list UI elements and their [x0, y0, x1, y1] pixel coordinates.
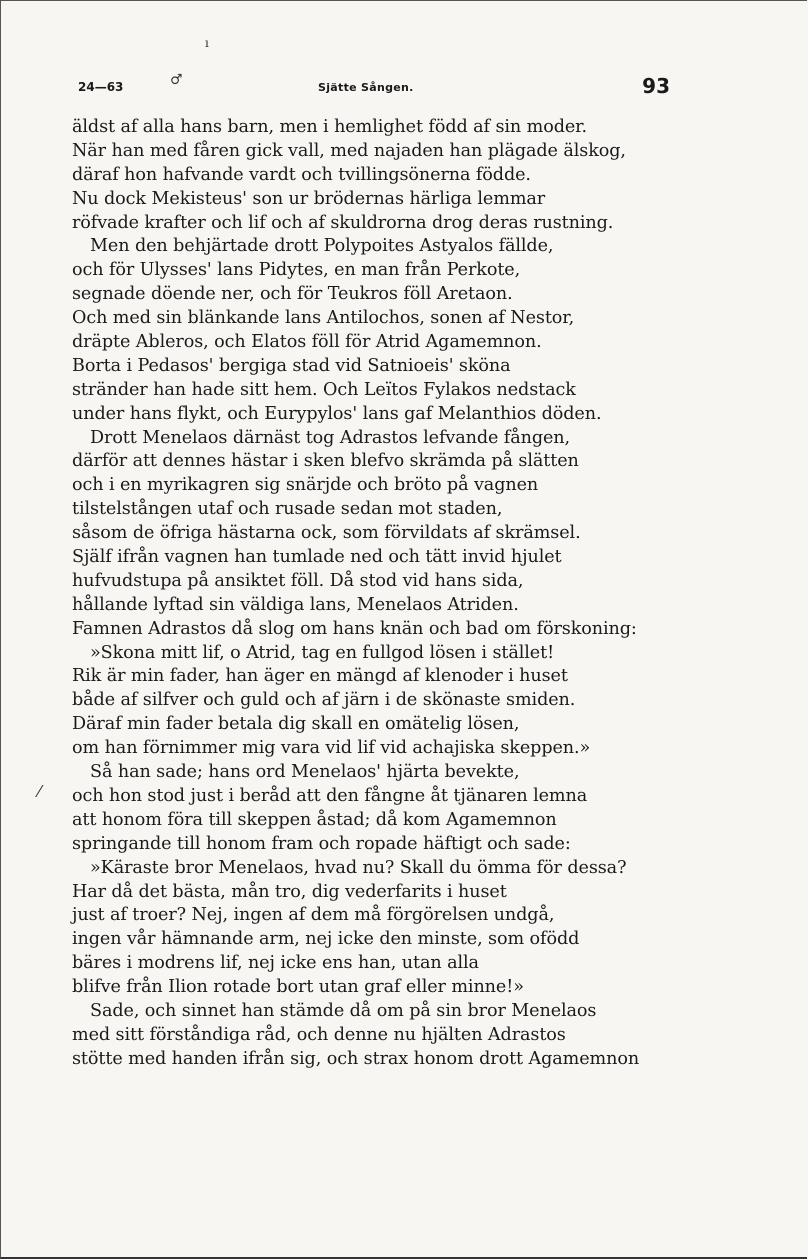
text-line: bäres i modrens lif, nej icke ens han, utan alla: [72, 953, 479, 974]
text-line: Nu dock Mekisteus' son ur brödernas härliga lemmar: [72, 188, 546, 209]
text-line: just af troer? Nej, ingen af dem må förgörelsen undgå,: [72, 905, 555, 926]
text-line: med sitt förståndiga råd, och denne nu hjälten Adrastos: [72, 1024, 566, 1045]
text-line: Borta i Pedasos' bergiga stad vid Satnioeis' sköna: [72, 355, 511, 376]
text-line: ingen vår hämnande arm, nej icke den minste, som ofödd: [72, 929, 580, 950]
text-line: röfvade krafter och lif och af skuldrorna drog deras rustning.: [72, 212, 614, 233]
signature-mark: 24—63: [78, 80, 124, 94]
text-line: Och med sin blänkande lans Antilochos, sonen af Nestor,: [72, 308, 575, 329]
text-line: såsom de öfriga hästarna ock, som förvildats af skrämsel.: [72, 523, 581, 544]
text-line: »Skona mitt lif, o Atrid, tag en fullgod lösen i stället!: [90, 642, 555, 663]
text-line: och för Ulysses' lans Pidytes, en man från Perkote,: [72, 260, 521, 281]
text-line: hållande lyftad sin väldiga lans, Menelaos Atriden.: [72, 594, 519, 615]
text-line: stränder han hade sitt hem. Och Leïtos Fylakos nedstack: [72, 379, 576, 400]
text-line: dräpte Ableros, och Elatos föll för Atrid Agamemnon.: [72, 332, 542, 353]
text-line: segnade döende ner, och för Teukros föll Aretaon.: [72, 284, 513, 305]
text-line: under hans flykt, och Eurypylos' lans gaf Melanthios döden.: [72, 403, 602, 424]
text-line: om han förnimmer mig vara vid lif vid achajiska skeppen.»: [72, 738, 591, 759]
text-line: och i en myrikagren sig snärjde och bröto på vagnen: [72, 475, 539, 496]
text-line: därför att dennes hästar i sken blefvo skrämda på slätten: [72, 451, 579, 472]
page-number: 93: [642, 74, 670, 98]
text-line: äldst af alla hans barn, men i hemlighet född af sin moder.: [72, 117, 588, 137]
text-line: Famnen Adrastos då slog om hans knän och bad om förskoning:: [72, 618, 637, 639]
text-line: Har då det bästa, mån tro, dig vederfarits i huset: [72, 881, 507, 902]
text-line: tilstelstången utaf och rusade sedan mot staden,: [72, 499, 503, 520]
text-line: Själf ifrån vagnen han tumlade ned och tätt invid hjulet: [72, 547, 562, 568]
stray-mark: ı: [205, 36, 209, 50]
text-line: Rik är min fader, han äger en mängd af klenoder i huset: [72, 666, 568, 687]
stray-mark: ♂: [170, 72, 183, 88]
text-line: »Käraste bror Menelaos, hvad nu? Skall du ömma för dessa?: [90, 857, 627, 878]
text-line: Så han sade; hans ord Menelaos' hjärta bevekte,: [90, 762, 520, 783]
running-title: Sjätte Sången.: [318, 81, 414, 94]
text-line: Sade, och sinnet han stämde då om på sin bror Menelaos: [90, 1000, 597, 1021]
text-line: stötte med handen ifrån sig, och strax honom drott Agamemnon: [72, 1048, 640, 1069]
text-line: hufvudstupa på ansiktet föll. Då stod vid hans sida,: [72, 570, 524, 591]
text-line: Däraf min fader betala dig skall en omätelig lösen,: [72, 714, 520, 735]
text-line: springande till honom fram och ropade häftigt och sade:: [72, 833, 571, 854]
text-line: blifve från Ilion rotade bort utan graf eller minne!»: [72, 977, 524, 998]
text-line: Drott Menelaos därnäst tog Adrastos lefvande fången,: [90, 427, 571, 448]
margin-mark: ⁄: [38, 782, 41, 801]
text-line: och hon stod just i beråd att den fångne åt tjänaren lemna: [72, 785, 588, 806]
text-line: När han med fåren gick vall, med najaden han plägade älskog,: [72, 140, 626, 161]
text-line: både af silfver och guld och af järn i de skönaste smiden.: [72, 690, 576, 711]
poem-text: [72, 116, 672, 1072]
text-line: däraf hon hafvande vardt och tvillingsönerna födde.: [72, 164, 531, 185]
text-line: att honom föra till skeppen åstad; då kom Agamemnon: [72, 809, 557, 830]
page-header: [78, 74, 670, 110]
text-line: Men den behjärtade drott Polypoites Astyalos fällde,: [90, 236, 554, 257]
